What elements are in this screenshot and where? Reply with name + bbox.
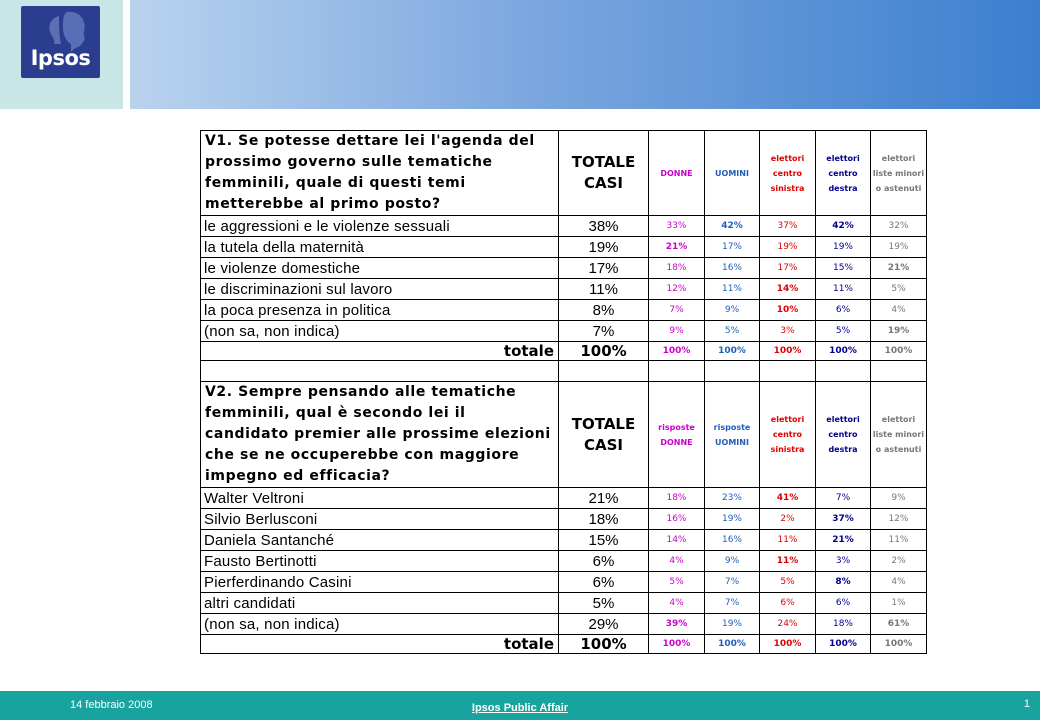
- total-row: [201, 342, 927, 361]
- row-label: le violenze domestiche: [201, 258, 559, 279]
- section-gap: [201, 361, 927, 382]
- row-value-minori: 5%: [871, 279, 927, 300]
- q2-seg-donne: risposte DONNE: [649, 382, 705, 488]
- q2-total-header: TOTALE CASI: [559, 382, 649, 488]
- gap-cell: [816, 361, 871, 382]
- row-value-destra: 11%: [816, 279, 871, 300]
- row-value-sinistra: 5%: [760, 572, 816, 593]
- row-value-uomini: 9%: [705, 300, 760, 321]
- row-value-donne: 7%: [649, 300, 705, 321]
- row-value-sinistra: 6%: [760, 593, 816, 614]
- row-value-donne: 4%: [649, 551, 705, 572]
- total-label: totale: [201, 342, 559, 361]
- row-value-sinistra: 14%: [760, 279, 816, 300]
- header-left-panel: [0, 0, 123, 109]
- row-total: 8%: [559, 300, 649, 321]
- table-row: [201, 488, 927, 509]
- row-total: 17%: [559, 258, 649, 279]
- total-value-minori: 100%: [871, 342, 927, 361]
- logo-text: Ipsos: [30, 46, 91, 70]
- section-q1: [201, 131, 927, 361]
- q1-total-header: TOTALE CASI: [559, 131, 649, 216]
- row-total: 11%: [559, 279, 649, 300]
- row-value-destra: 3%: [816, 551, 871, 572]
- row-value-destra: 5%: [816, 321, 871, 342]
- q2-header-row: [201, 382, 927, 488]
- footer-title: Ipsos Public Affair: [471, 702, 569, 714]
- row-label: Silvio Berlusconi: [201, 509, 559, 530]
- total-value-sinistra: 100%: [760, 342, 816, 361]
- row-value-sinistra: 17%: [760, 258, 816, 279]
- row-value-destra: 42%: [816, 216, 871, 237]
- gap-cell: [705, 361, 760, 382]
- row-total: 6%: [559, 572, 649, 593]
- row-total: 6%: [559, 551, 649, 572]
- row-value-donne: 39%: [649, 614, 705, 635]
- gap-cell: [760, 361, 816, 382]
- row-value-sinistra: 37%: [760, 216, 816, 237]
- row-value-minori: 32%: [871, 216, 927, 237]
- gap-cell: [201, 361, 559, 382]
- row-value-uomini: 11%: [705, 279, 760, 300]
- row-value-uomini: 9%: [705, 551, 760, 572]
- row-value-donne: 33%: [649, 216, 705, 237]
- row-total: 21%: [559, 488, 649, 509]
- total-value-uomini: 100%: [705, 342, 760, 361]
- q2-seg-sinistra: elettori centro sinistra: [760, 382, 816, 488]
- row-value-donne: 18%: [649, 488, 705, 509]
- row-value-sinistra: 3%: [760, 321, 816, 342]
- row-value-sinistra: 11%: [760, 551, 816, 572]
- row-label: Pierferdinando Casini: [201, 572, 559, 593]
- row-label: la tutela della maternità: [201, 237, 559, 258]
- table-row: [201, 572, 927, 593]
- row-label: le discriminazioni sul lavoro: [201, 279, 559, 300]
- table-row: [201, 300, 927, 321]
- row-value-minori: 2%: [871, 551, 927, 572]
- row-value-destra: 6%: [816, 593, 871, 614]
- ipsos-logo: [21, 6, 100, 78]
- header-separator: [123, 0, 130, 109]
- row-label: Walter Veltroni: [201, 488, 559, 509]
- row-value-uomini: 19%: [705, 509, 760, 530]
- row-value-minori: 11%: [871, 530, 927, 551]
- table-row: [201, 551, 927, 572]
- row-value-destra: 15%: [816, 258, 871, 279]
- row-value-uomini: 7%: [705, 593, 760, 614]
- row-total: 7%: [559, 321, 649, 342]
- total-value-minori: 100%: [871, 635, 927, 654]
- q1-seg-sinistra: elettori centro sinistra: [760, 131, 816, 216]
- q2-seg-uomini: risposte UOMINI: [705, 382, 760, 488]
- row-value-minori: 4%: [871, 572, 927, 593]
- row-value-sinistra: 10%: [760, 300, 816, 321]
- footer-bar: [0, 691, 1040, 720]
- total-value-donne: 100%: [649, 342, 705, 361]
- total-value: 100%: [559, 342, 649, 361]
- row-label: la poca presenza in politica: [201, 300, 559, 321]
- table-row: [201, 279, 927, 300]
- row-total: 38%: [559, 216, 649, 237]
- q1-question: V1. Se potesse dettare lei l'agenda del prossimo governo sulle tematiche femminili, quale di questi temi metterebbe al primo posto?: [201, 131, 559, 216]
- row-value-donne: 14%: [649, 530, 705, 551]
- row-value-destra: 8%: [816, 572, 871, 593]
- row-value-uomini: 17%: [705, 237, 760, 258]
- row-value-minori: 19%: [871, 237, 927, 258]
- table-row: [201, 593, 927, 614]
- row-value-donne: 18%: [649, 258, 705, 279]
- row-label: (non sa, non indica): [201, 614, 559, 635]
- row-value-donne: 4%: [649, 593, 705, 614]
- row-value-destra: 19%: [816, 237, 871, 258]
- survey-table: [200, 130, 927, 654]
- row-label: (non sa, non indica): [201, 321, 559, 342]
- row-value-uomini: 19%: [705, 614, 760, 635]
- row-value-donne: 9%: [649, 321, 705, 342]
- row-value-destra: 6%: [816, 300, 871, 321]
- gap-cell: [559, 361, 649, 382]
- row-value-destra: 21%: [816, 530, 871, 551]
- footer-date: 14 febbraio 2008: [70, 699, 153, 711]
- q1-header-row: [201, 131, 927, 216]
- row-value-uomini: 16%: [705, 530, 760, 551]
- row-value-minori: 4%: [871, 300, 927, 321]
- table-row: [201, 509, 927, 530]
- q1-seg-uomini: UOMINI: [705, 131, 760, 216]
- row-total: 19%: [559, 237, 649, 258]
- gap-cell: [649, 361, 705, 382]
- row-value-uomini: 23%: [705, 488, 760, 509]
- row-total: 5%: [559, 593, 649, 614]
- q2-question: V2. Sempre pensando alle tematiche femminili, qual è secondo lei il candidato premier alle prossime elezioni che se ne occuperebbe con maggiore impegno ed efficacia?: [201, 382, 559, 488]
- row-value-donne: 5%: [649, 572, 705, 593]
- row-value-sinistra: 24%: [760, 614, 816, 635]
- row-value-donne: 21%: [649, 237, 705, 258]
- q1-seg-destra: elettori centro destra: [816, 131, 871, 216]
- row-value-destra: 7%: [816, 488, 871, 509]
- table-row: [201, 530, 927, 551]
- row-value-donne: 12%: [649, 279, 705, 300]
- row-value-minori: 21%: [871, 258, 927, 279]
- total-value-destra: 100%: [816, 342, 871, 361]
- q2-seg-minori: elettori liste minori o astenuti: [871, 382, 927, 488]
- q1-seg-minori: elettori liste minori o astenuti: [871, 131, 927, 216]
- header-band: [130, 0, 1040, 109]
- total-value-uomini: 100%: [705, 635, 760, 654]
- row-value-destra: 37%: [816, 509, 871, 530]
- total-value-sinistra: 100%: [760, 635, 816, 654]
- row-value-sinistra: 2%: [760, 509, 816, 530]
- row-label: altri candidati: [201, 593, 559, 614]
- row-value-minori: 61%: [871, 614, 927, 635]
- table-row: [201, 614, 927, 635]
- table-row: [201, 237, 927, 258]
- row-label: Fausto Bertinotti: [201, 551, 559, 572]
- table-row: [201, 321, 927, 342]
- q1-seg-donne: DONNE: [649, 131, 705, 216]
- row-label: Daniela Santanché: [201, 530, 559, 551]
- row-value-sinistra: 19%: [760, 237, 816, 258]
- total-value-destra: 100%: [816, 635, 871, 654]
- total-value: 100%: [559, 635, 649, 654]
- row-value-minori: 9%: [871, 488, 927, 509]
- row-label: le aggressioni e le violenze sessuali: [201, 216, 559, 237]
- row-value-sinistra: 41%: [760, 488, 816, 509]
- gap-row: [201, 361, 927, 382]
- q2-seg-destra: elettori centro destra: [816, 382, 871, 488]
- row-value-donne: 16%: [649, 509, 705, 530]
- row-value-minori: 12%: [871, 509, 927, 530]
- page-number: 1: [1023, 698, 1030, 710]
- gap-cell: [871, 361, 927, 382]
- row-value-destra: 18%: [816, 614, 871, 635]
- total-value-donne: 100%: [649, 635, 705, 654]
- row-value-uomini: 16%: [705, 258, 760, 279]
- row-value-uomini: 5%: [705, 321, 760, 342]
- table-row: [201, 258, 927, 279]
- row-value-uomini: 7%: [705, 572, 760, 593]
- row-value-uomini: 42%: [705, 216, 760, 237]
- row-total: 18%: [559, 509, 649, 530]
- section-q2: [201, 382, 927, 654]
- row-value-sinistra: 11%: [760, 530, 816, 551]
- row-total: 15%: [559, 530, 649, 551]
- row-value-minori: 1%: [871, 593, 927, 614]
- row-total: 29%: [559, 614, 649, 635]
- total-row: [201, 635, 927, 654]
- table-row: [201, 216, 927, 237]
- total-label: totale: [201, 635, 559, 654]
- row-value-minori: 19%: [871, 321, 927, 342]
